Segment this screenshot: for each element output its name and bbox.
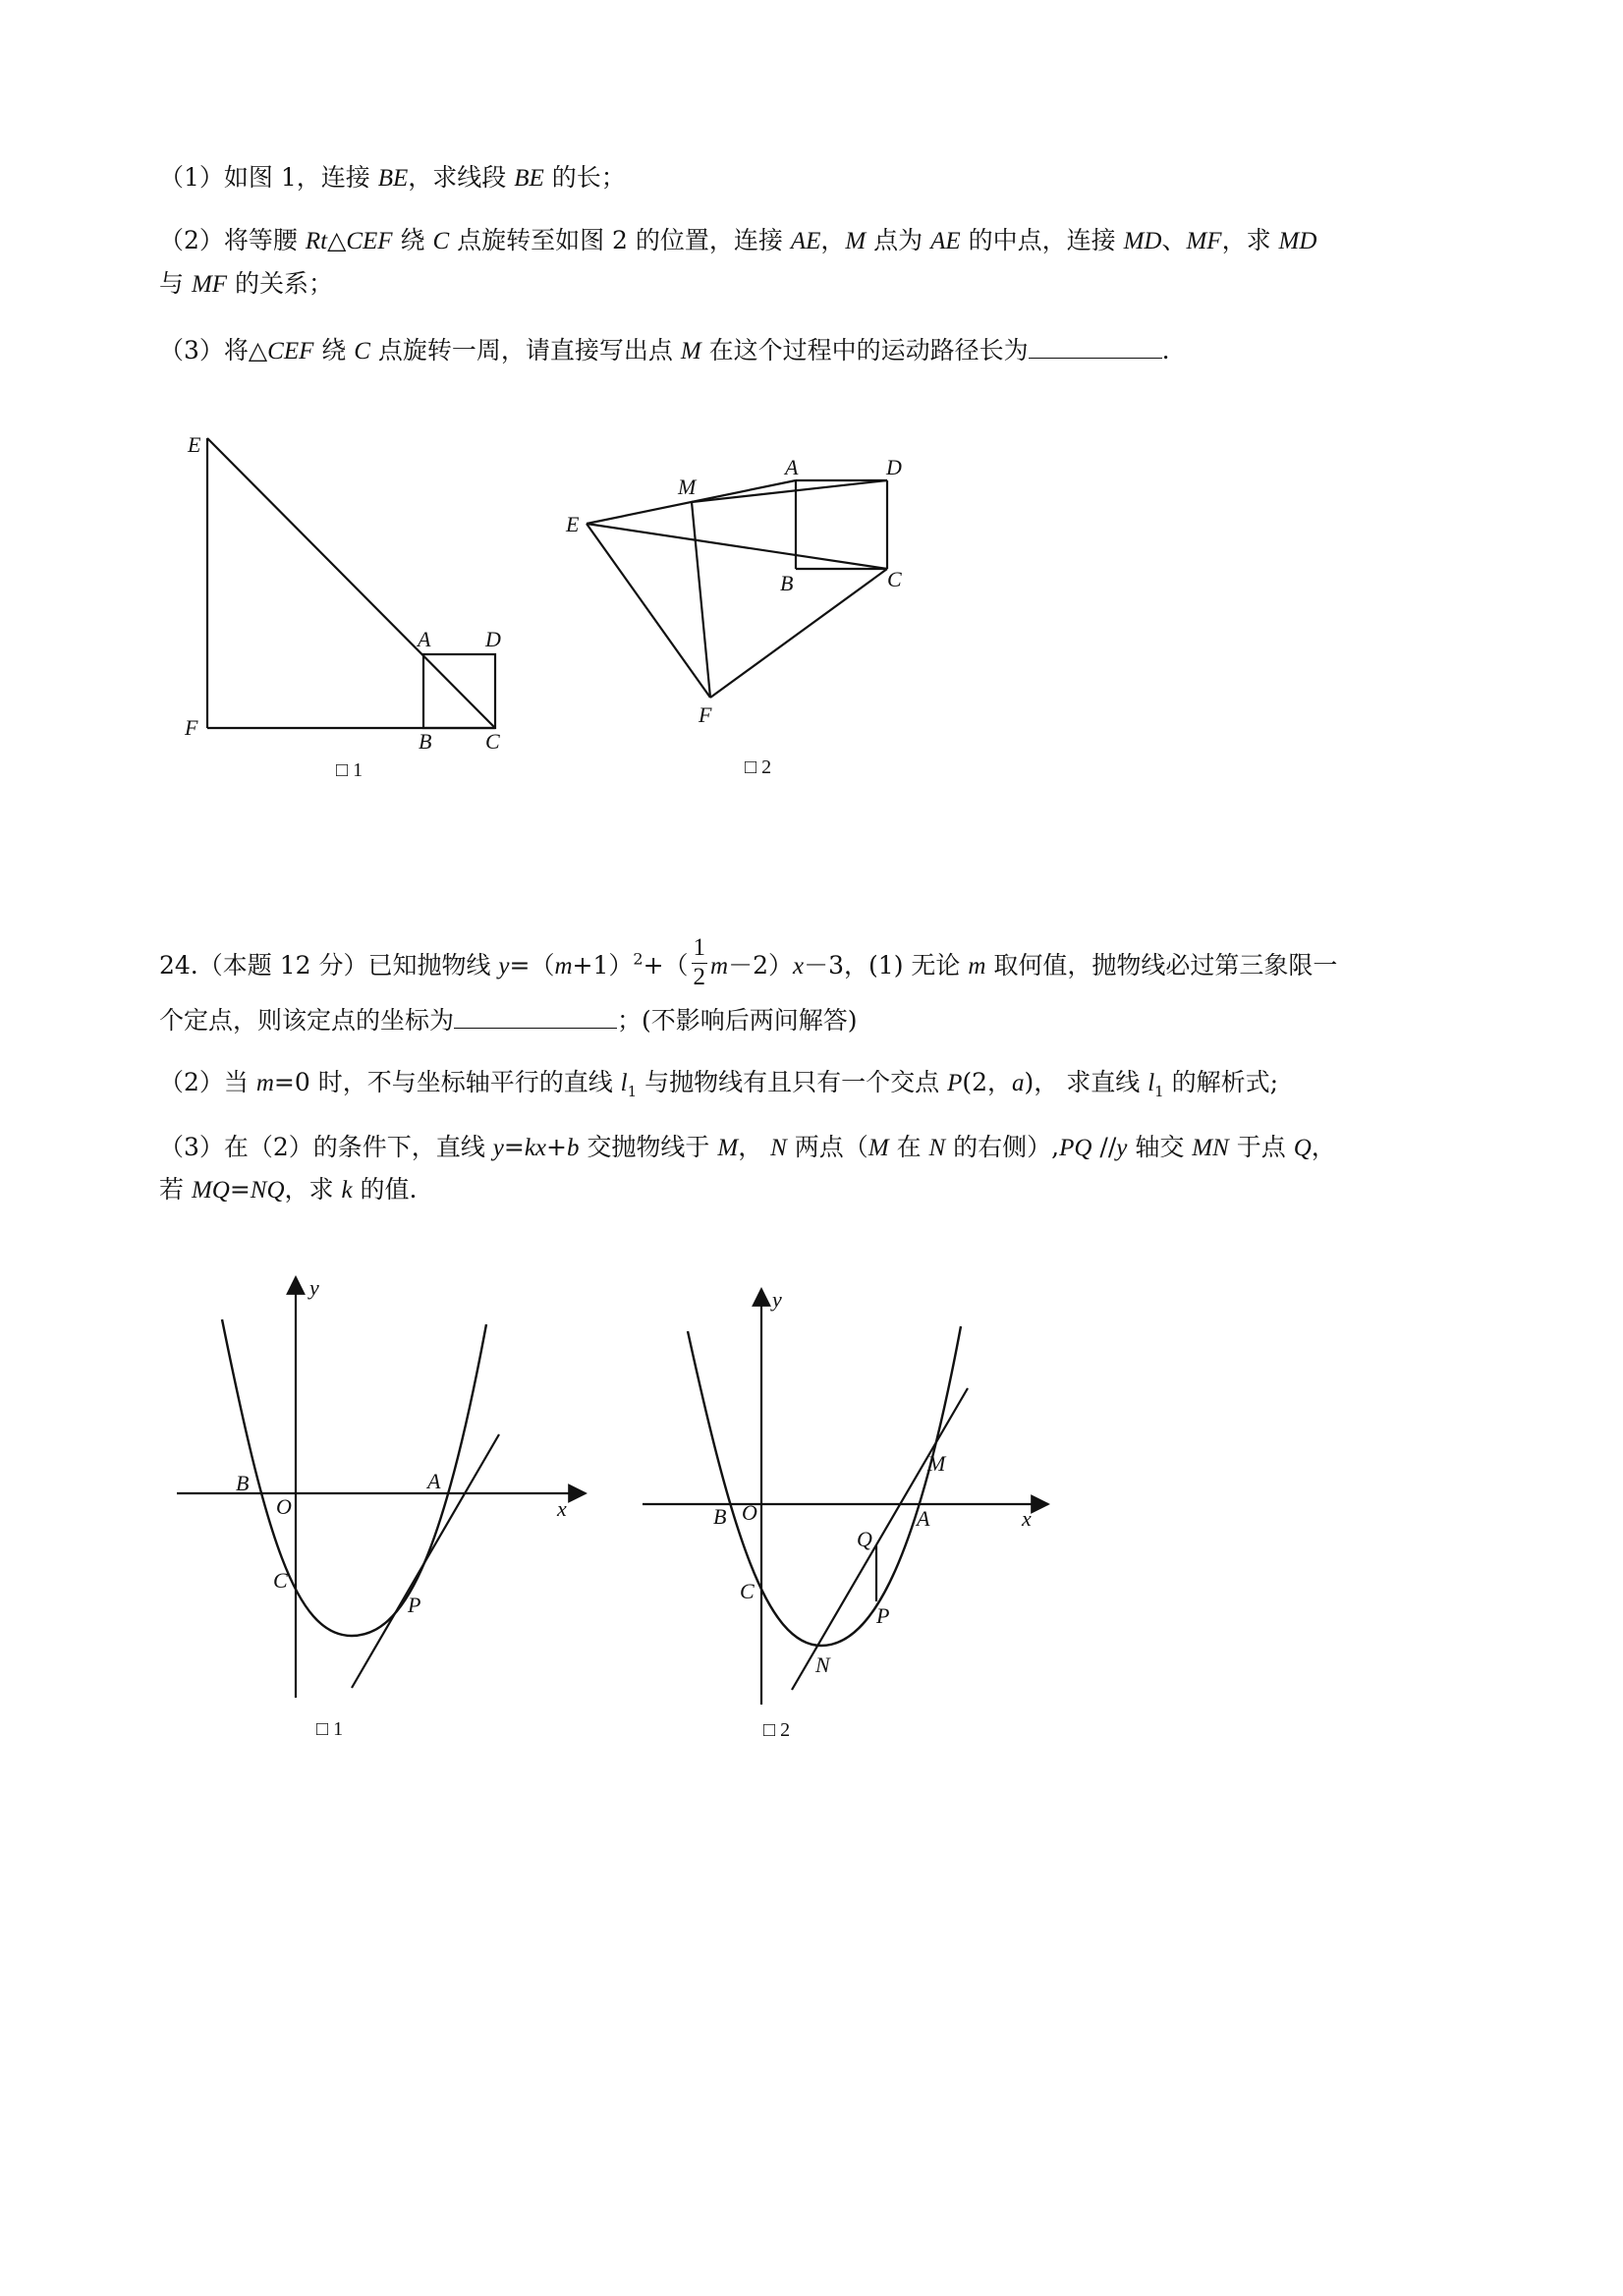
label-B: B (780, 571, 794, 595)
text: （2）将等腰 (159, 226, 306, 254)
text: ， (1311, 1133, 1336, 1161)
graph2-axes (643, 1289, 1048, 1705)
label-E: E (566, 512, 580, 536)
text: 的中点，连接 (960, 226, 1124, 254)
text: ， (820, 226, 846, 254)
text: MF (191, 271, 228, 298)
text: 与抛物线有且只有一个交点 (637, 1068, 948, 1096)
text: 绕 (392, 226, 433, 254)
tangent-line-1 (352, 1434, 499, 1688)
text: m (710, 952, 729, 980)
text: BE (514, 165, 544, 192)
parabola-1 (222, 1319, 486, 1636)
text: M (867, 1135, 889, 1161)
caption-fig1: □ 1 (336, 759, 364, 781)
text: 点旋转一周，请直接写出点 (369, 336, 681, 364)
label-P: P (876, 1603, 890, 1628)
text: k (341, 1177, 353, 1204)
parabola-2 (688, 1326, 961, 1646)
text: 的长； (543, 163, 626, 192)
label-O: O (742, 1500, 757, 1525)
text: =（ (509, 950, 555, 980)
text: （3）在（2）的条件下，直线 (159, 1133, 493, 1161)
subscript: 1 (1154, 1083, 1164, 1100)
text: AE (790, 228, 821, 254)
label-C: C (273, 1568, 288, 1593)
label-B: B (419, 729, 432, 754)
text: MD (1123, 228, 1162, 254)
text: 若 (159, 1175, 192, 1204)
text: PQ (1059, 1135, 1092, 1161)
text: 在这个过程中的运动路径长为 (700, 336, 1029, 364)
label-D: D (886, 455, 902, 479)
text: AE (930, 228, 961, 254)
text: M (845, 228, 867, 254)
fraction-numerator: 1 (692, 934, 708, 964)
text: l (620, 1070, 628, 1096)
text: m (255, 1070, 274, 1096)
text: 交抛物线于 (579, 1133, 718, 1161)
text: BE (377, 165, 409, 192)
label-P: P (408, 1593, 421, 1617)
text: 个定点，则该定点的坐标为 (159, 1006, 455, 1035)
text: MF (1186, 228, 1222, 254)
label-C: C (485, 729, 500, 754)
label-N: N (815, 1652, 830, 1677)
text: P (947, 1070, 963, 1096)
text: N (770, 1135, 787, 1161)
text: C (354, 338, 370, 364)
text: MN (1192, 1135, 1229, 1161)
text: (2， (962, 1068, 1013, 1096)
label-C: C (887, 567, 902, 591)
text: 绕 (313, 336, 355, 364)
text: + (546, 1133, 567, 1161)
label-D: D (485, 627, 501, 651)
text: ，求线段 (408, 163, 515, 192)
text: NQ (250, 1177, 285, 1204)
text: +（ (643, 950, 689, 980)
text: 点旋转至如图 2 的位置，连接 (449, 226, 791, 254)
label-F: F (185, 715, 198, 740)
text: Rt (305, 228, 328, 254)
text: CEF (346, 228, 393, 254)
text: MQ (191, 1177, 230, 1204)
caption-fig2: □ 2 (745, 756, 772, 778)
text: = (229, 1175, 251, 1204)
text: 、 (1161, 226, 1187, 254)
label-B: B (713, 1504, 727, 1529)
text: 与 (159, 269, 192, 298)
text: y (498, 952, 510, 980)
text: （3）将△ (159, 336, 268, 364)
text: （1）如图 1，连接 (159, 163, 378, 192)
text: x (793, 952, 805, 980)
caption-graph1: □ 1 (316, 1718, 344, 1740)
text: // (1091, 1133, 1117, 1161)
subscript: 1 (627, 1083, 638, 1100)
label-A: A (418, 627, 431, 651)
label-A: A (427, 1469, 441, 1493)
text: M (680, 338, 701, 364)
text: y (1116, 1135, 1128, 1161)
text: －2） (728, 950, 794, 980)
text: m (968, 952, 986, 980)
text: = (503, 1133, 525, 1161)
text: Q (1293, 1135, 1312, 1161)
text: a (1012, 1070, 1025, 1096)
label-F: F (699, 702, 712, 727)
text: 轴交 (1127, 1133, 1193, 1161)
label-Q: Q (857, 1527, 872, 1551)
text: )， 求直线 (1024, 1068, 1148, 1096)
text: 的关系； (227, 269, 334, 298)
text: 点为 (866, 226, 931, 254)
text: l (1147, 1070, 1155, 1096)
text: y (492, 1135, 504, 1161)
text: 在 (888, 1133, 929, 1161)
label-A: A (917, 1506, 930, 1531)
text: kx (524, 1135, 547, 1161)
text: （2）当 (159, 1068, 256, 1096)
text: △ (327, 226, 347, 254)
label-B: B (236, 1471, 250, 1495)
label-y: y (772, 1287, 782, 1312)
text: ；(不影响后两问解答) (617, 1006, 858, 1035)
text: 的右侧）, (945, 1133, 1060, 1161)
text: +1） (572, 950, 634, 980)
text: b (566, 1135, 580, 1161)
text: －3，(1) 无论 (804, 950, 969, 980)
text: ，求 (284, 1175, 342, 1204)
text: C (432, 228, 450, 254)
text: 的值. (352, 1175, 418, 1204)
text: N (928, 1135, 946, 1161)
text: =0 时，不与坐标轴平行的直线 (273, 1068, 621, 1096)
text: 于点 (1228, 1133, 1294, 1161)
label-E: E (188, 432, 201, 457)
label-M: M (678, 475, 697, 499)
text: CEF (267, 338, 314, 364)
text: ， (738, 1133, 771, 1161)
label-C: C (740, 1579, 755, 1603)
line-mn (792, 1388, 968, 1690)
text: MD (1278, 228, 1317, 254)
label-A: A (785, 455, 799, 479)
text: 24.（本题 12 分）已知抛物线 (159, 950, 499, 980)
text: . (1161, 336, 1170, 364)
caption-graph2: □ 2 (763, 1719, 791, 1741)
label-x: x (1022, 1506, 1032, 1531)
text: ，求 (1221, 226, 1279, 254)
label-M: M (927, 1451, 946, 1476)
label-x: x (557, 1496, 567, 1521)
text: m (554, 952, 573, 980)
label-O: O (276, 1494, 292, 1519)
text: 的解析式; (1163, 1068, 1279, 1096)
text: 取何值，抛物线必过第三象限一 (985, 950, 1338, 980)
text: 两点（ (786, 1133, 868, 1161)
superscript: 2 (633, 949, 644, 969)
label-y: y (309, 1275, 319, 1300)
fraction-denominator: 2 (693, 963, 706, 990)
text: M (717, 1135, 739, 1161)
